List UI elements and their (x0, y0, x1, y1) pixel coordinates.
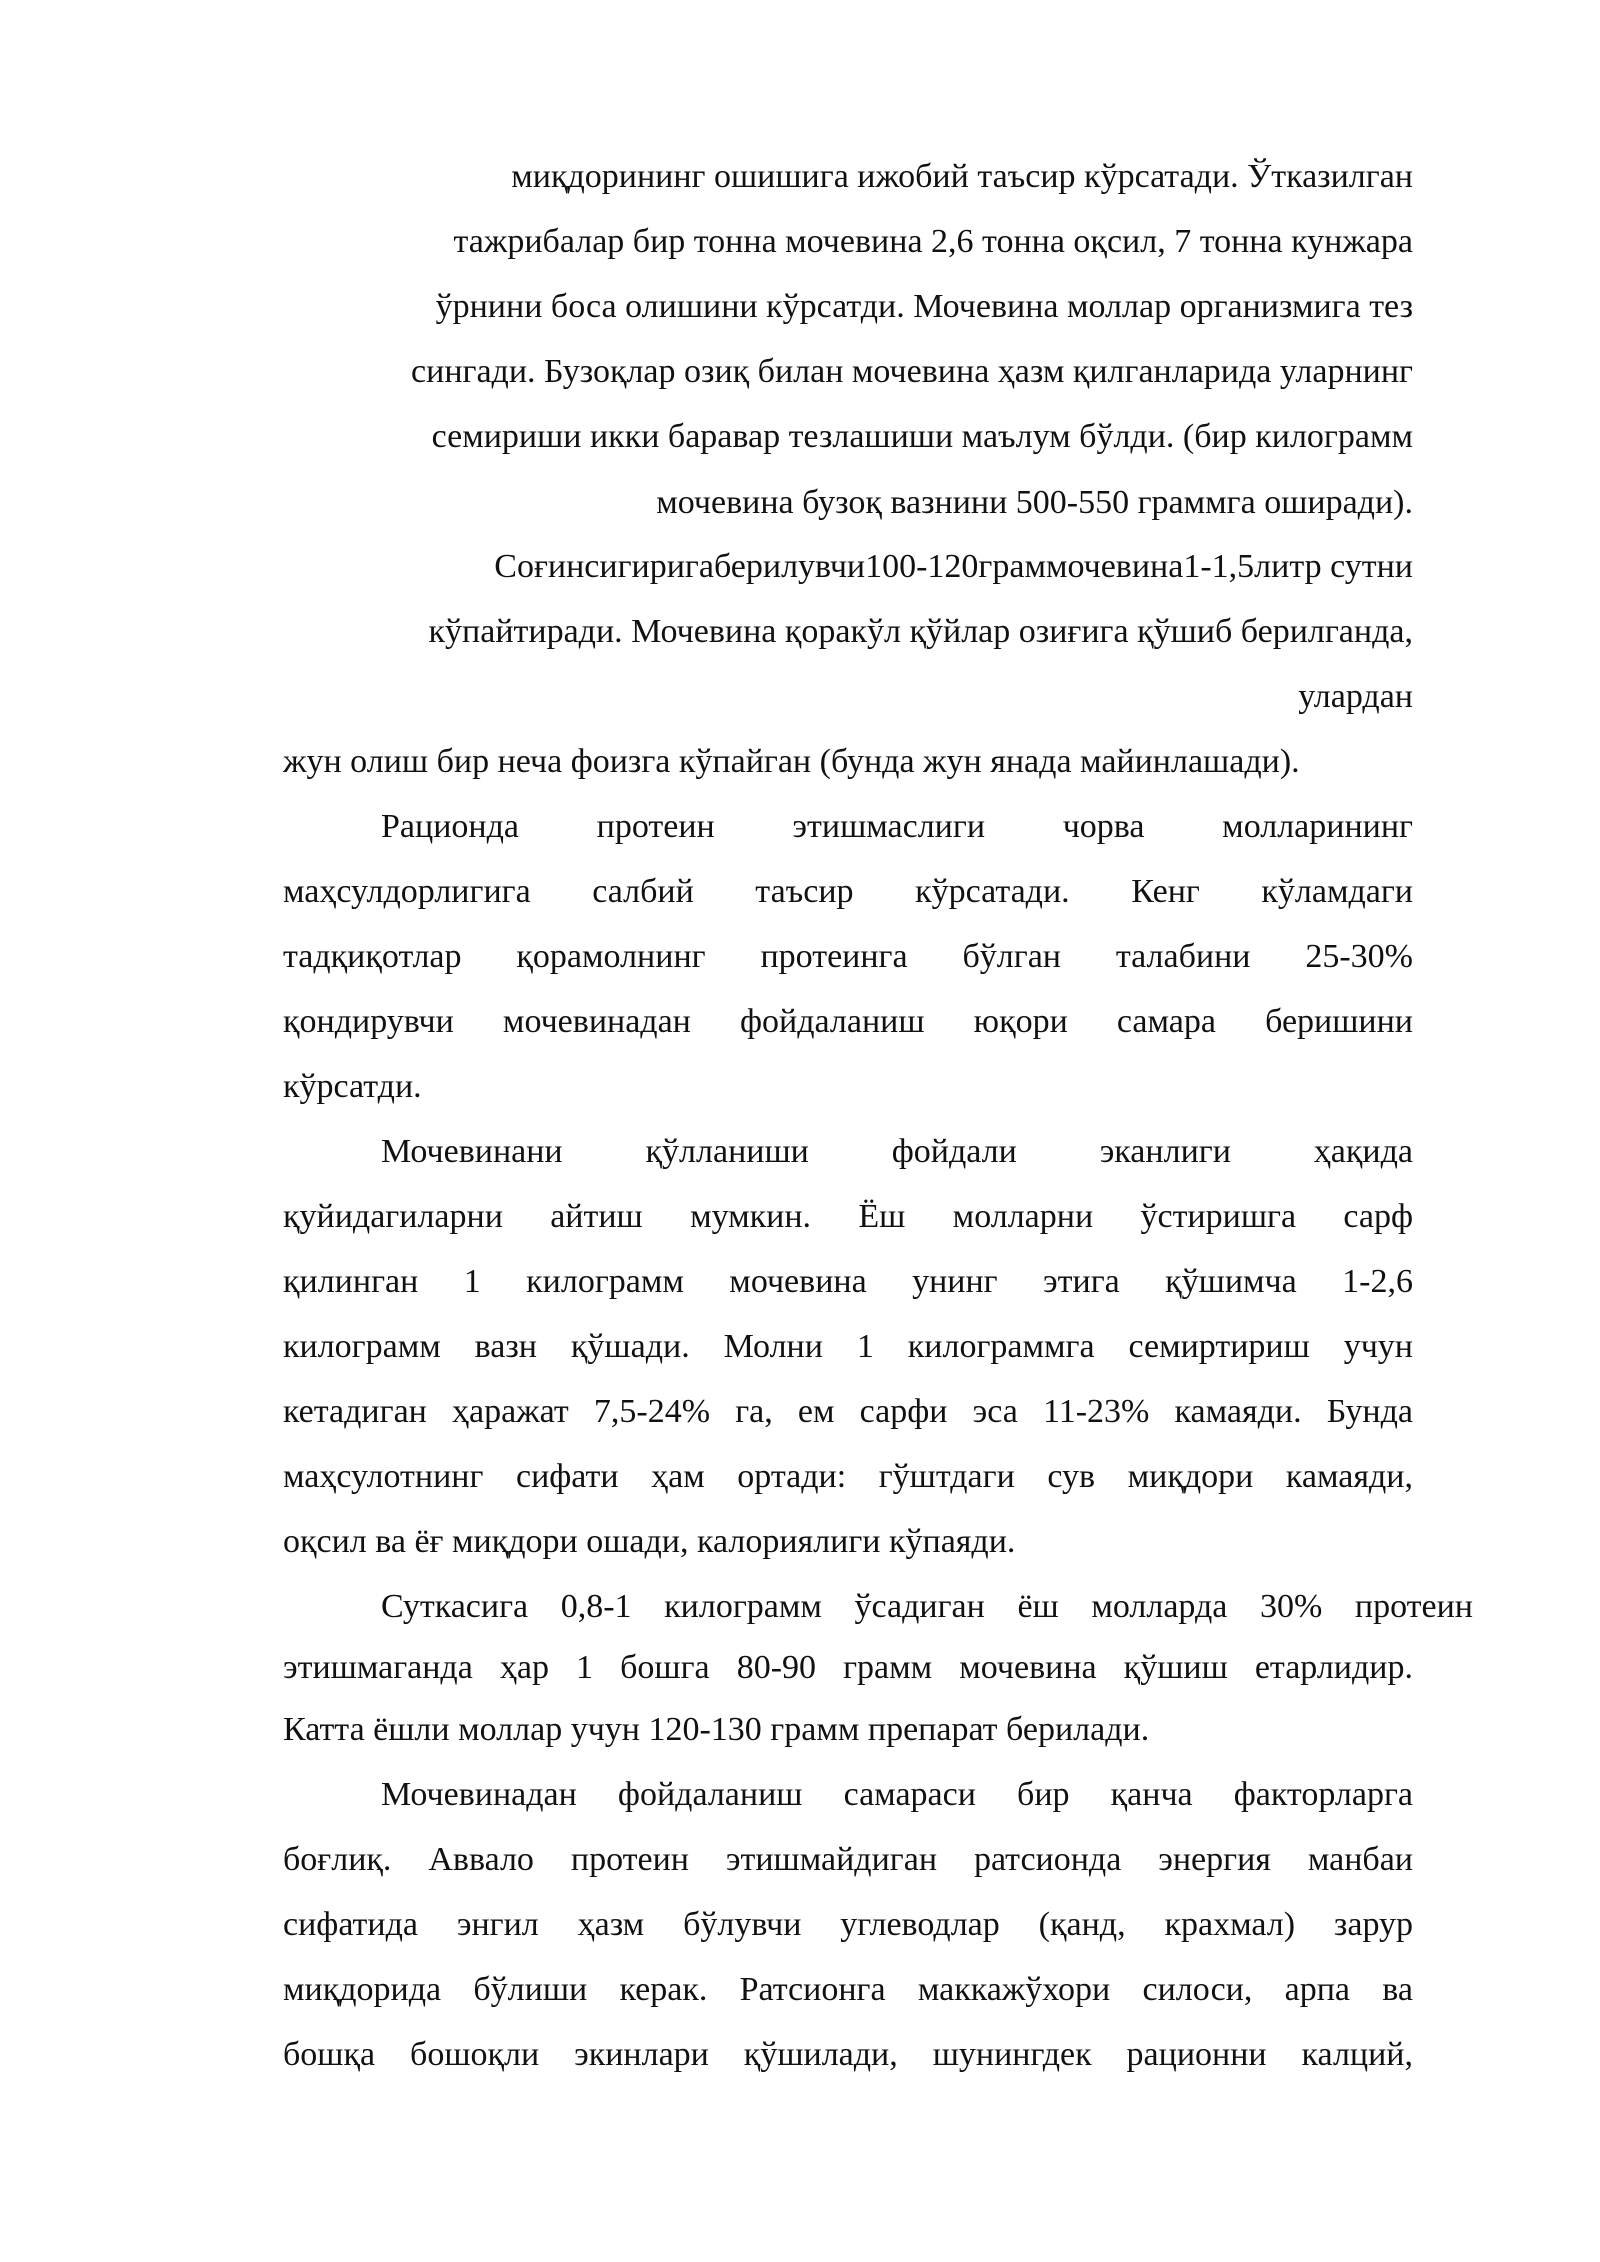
text-line: кўрсатди. (283, 1068, 422, 1105)
text-line: кетадиган ҳаражат 7,5-24% га, ем сарфи эса 11-23% камаяди. Бунда (283, 1393, 1413, 1430)
paragraph-first-line: Мочевинани қўлланиши фойдали эканлиги ҳақида (381, 1133, 1413, 1170)
text-line: Катта ёшли моллар учун 120-130 грамм препарат берилади. (283, 1711, 1150, 1748)
text-line: боғлиқ. Аввало протеин этишмайдиган ратсионда энергия манбаи (283, 1841, 1413, 1878)
text-line: қуйидагиларни айтиш мумкин. Ёш молларни ўстиришга сарф (283, 1198, 1413, 1235)
text-line: миқдорида бўлиши керак. Ратсионга маккажўхори силоси, арпа ва (283, 1971, 1413, 2008)
paragraph-first-line: Рационда протеин этишмаслиги чорва молларининг (381, 808, 1413, 845)
text-line: мочевина бузоқ вазнини 500-550 граммга оширади). (656, 484, 1413, 521)
text-line: маҳсулотнинг сифати ҳам ортади: гўштдаги сув миқдори камаяди, (283, 1458, 1413, 1495)
text-line: этишмаганда ҳар 1 бошга 80-90 грамм мочевина қўшиш етарлидир. (283, 1649, 1413, 1686)
text-line: тажрибалар бир тонна мочевина 2,6 тонна оқсил, 7 тонна кунжара (453, 223, 1413, 260)
text-line: тадқиқотлар қорамолнинг протеинга бўлган талабини 25-30% (283, 938, 1413, 975)
text-line: сифатида энгил ҳазм бўлувчи углеводлар (қанд, крахмал) зарур (283, 1906, 1413, 1943)
text-line: оқсил ва ёғ миқдори ошади, калориялиги кўпаяди. (283, 1523, 1016, 1560)
text-line: қондирувчи мочевинадан фойдаланиш юқори самара беришини (283, 1003, 1413, 1040)
text-line: сингади. Бузоқлар озиқ билан мочевина ҳазм қилганларида уларнинг (411, 353, 1413, 390)
text-line: Соғинсигиригаберилувчи100-120граммочевина1-1,5литр сутни (494, 548, 1413, 585)
text-line: жун олиш бир неча фоизга кўпайган (бунда жун янада майинлашади). (283, 743, 1300, 780)
text-line: семириши икки баравар тезлашиши маълум бўлди. (бир килограмм (431, 418, 1413, 455)
text-line: бошқа бошоқли экинлари қўшилади, шунингдек рационни калций, (283, 2036, 1413, 2073)
paragraph-first-line: Суткасига 0,8-1 килограмм ўсадиган ёш молларда 30% протеин (381, 1588, 1473, 1625)
text-line: миқдорининг ошишига ижобий таъсир кўрсатади. Ўтказилган (511, 158, 1413, 195)
text-line: маҳсулдорлигига салбий таъсир кўрсатади. Кенг кўламдаги (283, 873, 1413, 910)
text-line: қилинган 1 килограмм мочевина унинг этига қўшимча 1-2,6 (283, 1263, 1413, 1300)
text-line: килограмм вазн қўшади. Молни 1 килограммга семиртириш учун (283, 1328, 1413, 1365)
text-line: ўрнини боса олишини кўрсатди. Мочевина моллар организмига тез (435, 288, 1413, 325)
text-line: улардан (1298, 678, 1413, 715)
text-line: кўпайтиради. Мочевина қоракўл қўйлар озиғига қўшиб берилганда, (428, 613, 1413, 650)
paragraph-first-line: Мочевинадан фойдаланиш самараси бир қанча факторларга (381, 1776, 1413, 1813)
